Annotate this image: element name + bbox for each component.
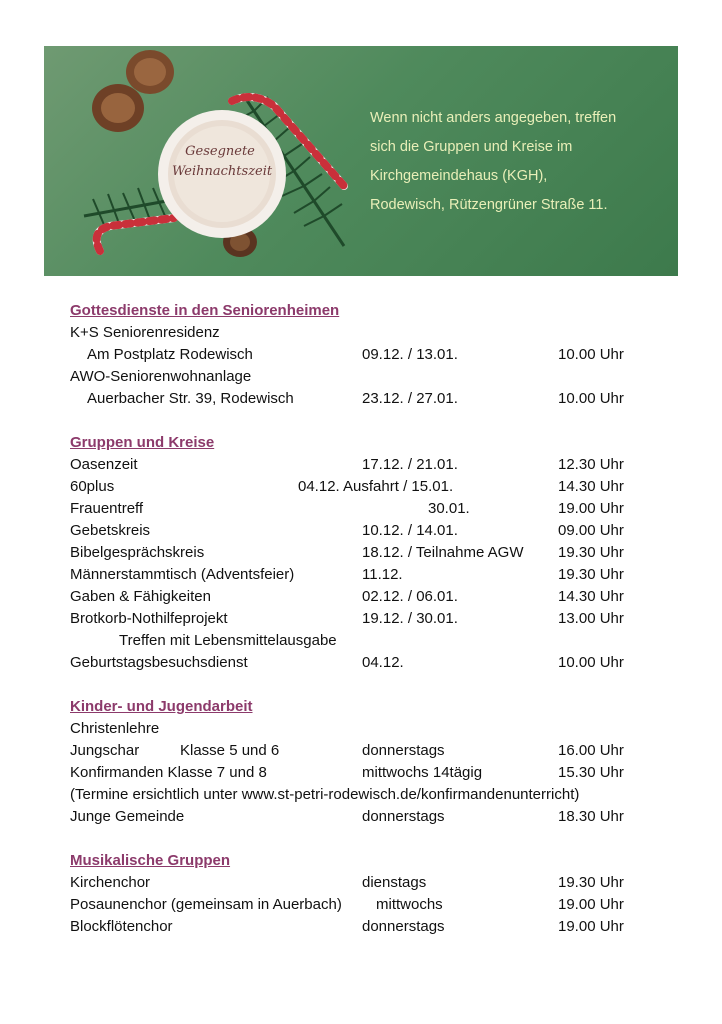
section-heading-kinder: Kinder- und Jugendarbeit <box>70 698 253 715</box>
item-name: Frauentreff <box>70 500 144 517</box>
list-item <box>70 366 670 388</box>
item-name: K+S Seniorenresidenz <box>70 324 220 341</box>
item-name: Jungschar <box>70 742 140 759</box>
item-time: 10.00 Uhr <box>558 390 624 407</box>
cup-greeting-line-2: Weihnachtszeit <box>172 164 273 179</box>
list-item <box>70 520 670 542</box>
list-item <box>70 784 670 806</box>
item-name: Bibelgesprächskreis <box>70 544 205 561</box>
list-item <box>70 872 670 894</box>
list-item <box>70 916 670 938</box>
item-name: AWO-Seniorenwohnanlage <box>70 368 252 385</box>
banner-info-text <box>370 104 670 220</box>
item-name: Konfirmanden Klasse 7 und 8 <box>70 764 267 781</box>
item-name: Oasenzeit <box>70 456 138 473</box>
cup-greeting-line-1: Gesegnete <box>185 144 255 159</box>
list-item <box>70 608 670 630</box>
list-item <box>70 322 670 344</box>
item-time: 14.30 Uhr <box>558 588 624 605</box>
item-time: 19.00 Uhr <box>558 500 624 517</box>
item-name: Christenlehre <box>70 720 160 737</box>
item-name: Brotkorb-Nothilfeprojekt <box>70 610 228 627</box>
item-location: Auerbacher Str. 39, Rodewisch <box>87 390 294 407</box>
item-name: Blockflötenchor <box>70 918 173 935</box>
list-item <box>70 630 670 652</box>
item-time: 19.30 Uhr <box>558 544 624 561</box>
item-dates: donnerstags <box>362 742 445 759</box>
list-item <box>70 344 670 366</box>
schedule-content <box>70 300 670 938</box>
item-name: Geburtstagsbesuchsdienst <box>70 654 248 671</box>
item-time: 18.30 Uhr <box>558 808 624 825</box>
list-item <box>70 388 670 410</box>
item-dates: dienstags <box>362 874 427 891</box>
item-time: 19.30 Uhr <box>558 566 624 583</box>
item-time: 09.00 Uhr <box>558 522 624 539</box>
item-name: Gaben & Fähigkeiten <box>70 588 211 605</box>
item-dates: 04.12. Ausfahrt / 15.01. <box>298 478 454 495</box>
list-item <box>70 740 670 762</box>
item-note: (Termine ersichtlich unter www.st-petri-rodewisch.de/konfirmandenunterricht) <box>70 786 580 803</box>
item-dates: mittwochs 14tägig <box>362 764 483 781</box>
section-heading-gruppen: Gruppen und Kreise <box>70 434 215 451</box>
list-item <box>70 476 670 498</box>
section-heading-musik: Musikalische Gruppen <box>70 852 231 869</box>
item-dates: 19.12. / 30.01. <box>362 610 458 627</box>
item-dates: 09.12. / 13.01. <box>362 346 458 363</box>
item-name: Kirchenchor <box>70 874 151 891</box>
item-dates: donnerstags <box>362 918 445 935</box>
item-time: 13.00 Uhr <box>558 610 624 627</box>
item-dates: 10.12. / 14.01. <box>362 522 458 539</box>
banner-info-line: Rodewisch, Rützengrüner Straße 11. <box>370 197 608 213</box>
item-name: 60plus <box>70 478 115 495</box>
section-heading-gottesdienste: Gottesdienste in den Seniorenheimen <box>70 302 340 319</box>
item-dates: donnerstags <box>362 808 445 825</box>
list-item <box>70 564 670 586</box>
item-time: 19.30 Uhr <box>558 874 624 891</box>
list-item <box>70 762 670 784</box>
item-dates: 04.12. <box>362 654 404 671</box>
item-time: 15.30 Uhr <box>558 764 624 781</box>
list-item <box>70 652 670 674</box>
item-dates: 17.12. / 21.01. <box>362 456 458 473</box>
list-item <box>70 498 670 520</box>
item-dates: 02.12. / 06.01. <box>362 588 458 605</box>
item-dates: mittwochs <box>376 896 443 913</box>
item-time: 16.00 Uhr <box>558 742 624 759</box>
item-time: 10.00 Uhr <box>558 654 624 671</box>
item-name: Gebetskreis <box>70 522 151 539</box>
banner-info-line: Kirchgemeindehaus (KGH), <box>370 168 548 184</box>
item-time: 14.30 Uhr <box>558 478 624 495</box>
item-dates: 11.12. <box>362 566 403 583</box>
item-dates: 30.01. <box>428 500 470 517</box>
item-name: Junge Gemeinde <box>70 808 185 825</box>
item-dates: 23.12. / 27.01. <box>362 390 458 407</box>
item-location: Am Postplatz Rodewisch <box>87 346 253 363</box>
item-time: 12.30 Uhr <box>558 456 624 473</box>
item-dates: 18.12. / Teilnahme AGW <box>362 544 524 561</box>
header-banner <box>44 46 678 276</box>
list-item <box>70 806 670 828</box>
item-name: Männerstammtisch (Adventsfeier) <box>70 566 295 583</box>
item-time: 19.00 Uhr <box>558 896 624 913</box>
list-item <box>70 454 670 476</box>
list-item <box>70 542 670 564</box>
item-time: 10.00 Uhr <box>558 346 624 363</box>
banner-info-line: Wenn nicht anders angegeben, treffen <box>370 110 617 126</box>
item-note: Treffen mit Lebensmittelausgabe <box>119 632 337 649</box>
cup-greeting <box>172 142 273 182</box>
item-time: 19.00 Uhr <box>558 918 624 935</box>
list-item <box>70 586 670 608</box>
banner-info-line: sich die Gruppen und Kreise im <box>370 139 573 155</box>
item-class: Klasse 5 und 6 <box>180 742 280 759</box>
list-item <box>70 894 670 916</box>
list-item <box>70 718 670 740</box>
item-name: Posaunenchor (gemeinsam in Auerbach) <box>70 896 342 913</box>
